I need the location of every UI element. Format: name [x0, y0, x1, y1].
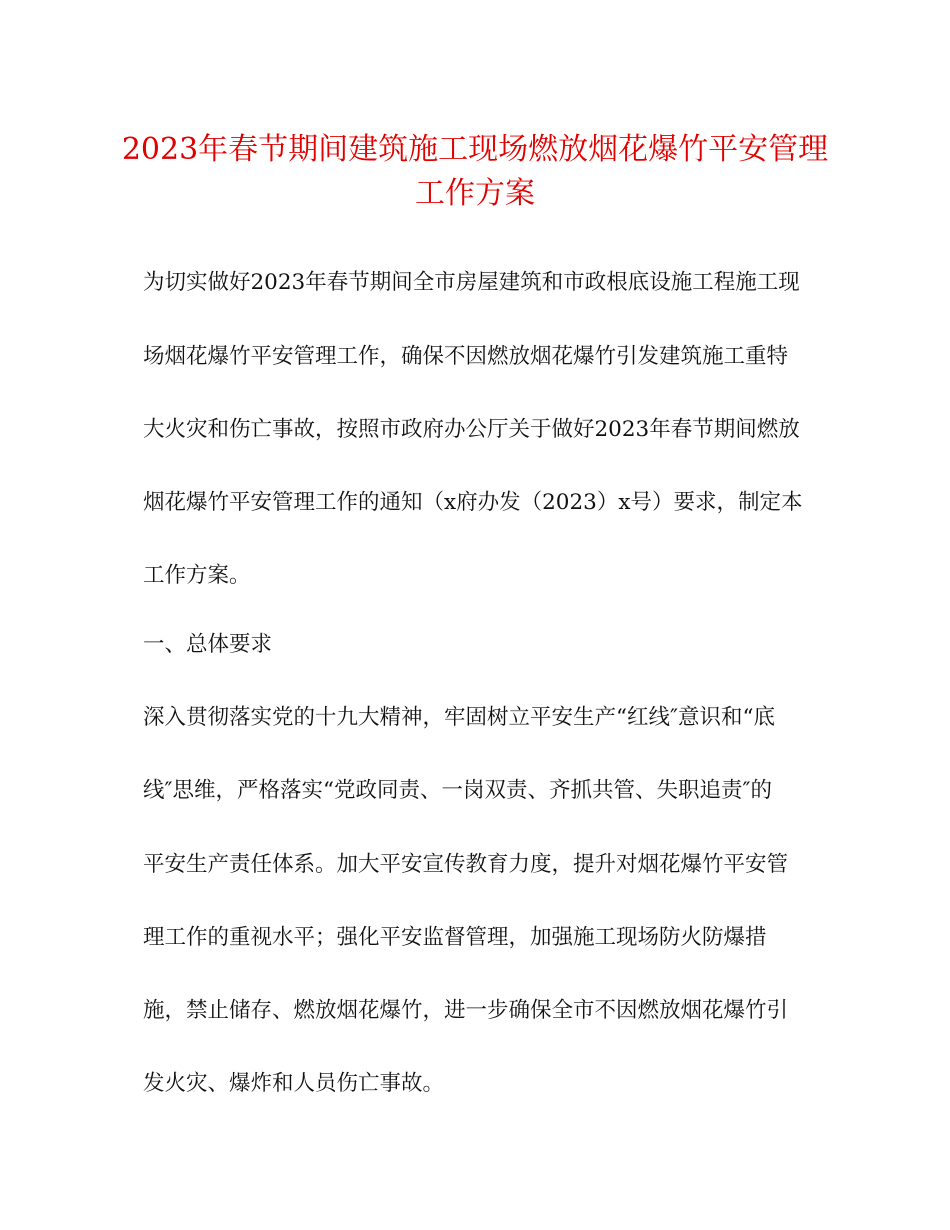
document-title-line-1: 2023年春节期间建筑施工现场燃放烟花爆竹平安管理 [121, 132, 829, 167]
body-line: 施，禁止储存、燃放烟花爆竹，进一步确保全市不因燃放烟花爆竹引 [143, 998, 789, 1023]
body-line: 发火灾、爆炸和人员伤亡事故。 [143, 1071, 445, 1096]
body-line: 平安生产责任体系。加大平安宣传教育力度，提升对烟花爆竹平安管 [143, 852, 789, 877]
body-line: 场烟花爆竹平安管理工作，确保不因燃放烟花爆竹引发建筑施工重特 [143, 344, 789, 369]
body-line: 烟花爆竹平安管理工作的通知（x府办发（2023）x号）要求，制定本 [143, 490, 803, 515]
body-line: 大火灾和伤亡事故，按照市政府办公厅关于做好2023年春节期间燃放 [143, 417, 800, 442]
body-line: 深入贯彻落实党的十九大精神，牢固树立平安生产“红线″意识和“底 [143, 705, 776, 730]
body-line: 线″思维，严格落实“党政同责、一岗双责、齐抓共管、失职追责″的 [143, 778, 773, 803]
body-line: 为切实做好2023年春节期间全市房屋建筑和市政根底设施工程施工现 [143, 270, 800, 295]
document-title-line-2: 工作方案 [415, 176, 535, 211]
section-heading: 一、总体要求 [143, 632, 273, 657]
body-line: 工作方案。 [143, 563, 251, 588]
body-line: 理工作的重视水平；强化平安监督管理，加强施工现场防火防爆措 [143, 925, 767, 950]
